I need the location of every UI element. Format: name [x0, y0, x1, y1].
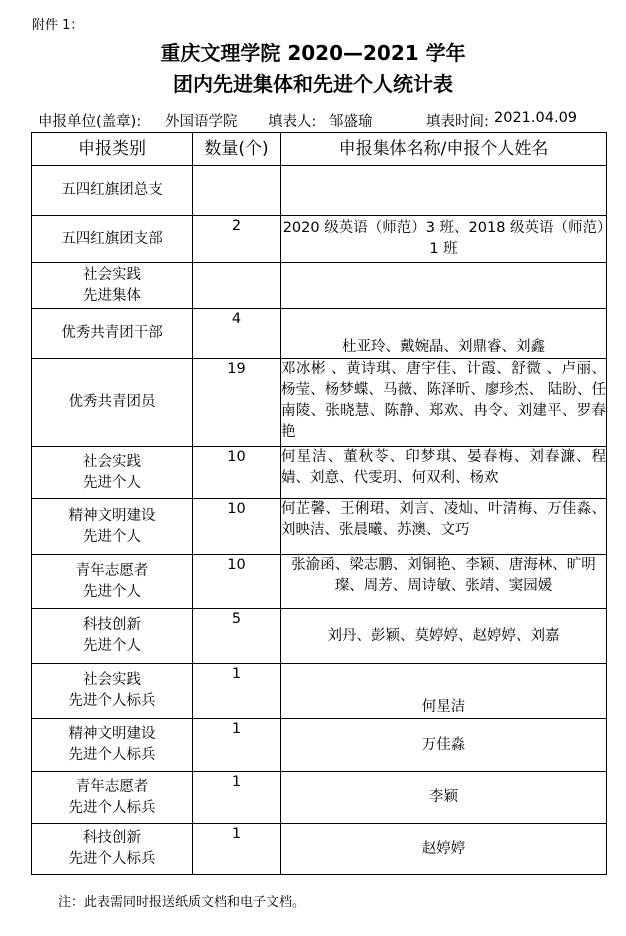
count-cell: 5	[193, 609, 281, 664]
category-line2: 先进个人标兵	[68, 747, 156, 763]
category-cell	[32, 555, 193, 609]
category-line1: 社会实践	[83, 453, 141, 470]
category-text: 五四红旗团总支	[61, 182, 163, 198]
category-cell	[32, 824, 193, 875]
document-title: 重庆文理学院 2020—2021 学年	[160, 41, 466, 65]
category-line1: 精神文明建设	[68, 726, 156, 742]
category-cell	[32, 359, 193, 447]
category-line1: 社会实践	[83, 672, 141, 688]
category-line2: 先进个人标兵	[68, 851, 156, 867]
header-count: 数量(个)	[193, 133, 281, 166]
names-cell: 张渝函、梁志鹏、刘铜艳、李颖、唐海林、旷明璨、周芳、周诗敏、张靖、窦园媛	[281, 555, 607, 609]
category-line1: 社会实践	[83, 266, 141, 283]
names-cell: 杜亚玲、戴婉晶、刘鼎睿、刘鑫	[281, 309, 607, 359]
footnote: 注：此表需同时报送纸质文档和电子文档。	[58, 895, 306, 910]
header-names: 申报集体名称/申报个人姓名	[281, 133, 607, 166]
header-category: 申报类别	[32, 133, 193, 166]
names-cell: 刘丹、彭颖、莫婷婷、赵婷婷、刘嘉	[281, 609, 607, 664]
table-header-row	[32, 133, 607, 166]
table-row	[32, 447, 607, 499]
unit-value: 外国语学院	[165, 114, 238, 130]
count-cell: 1	[193, 719, 281, 772]
category-line2: 先进个人标兵	[68, 693, 156, 709]
filler-value: 邹盛瑜	[329, 114, 373, 130]
table-row	[32, 555, 607, 609]
count-cell: 1	[193, 664, 281, 719]
count-cell: 19	[193, 359, 281, 447]
table-row	[32, 609, 607, 664]
statistics-table	[31, 132, 607, 875]
category-line1: 青年志愿者	[75, 778, 149, 795]
category-line2: 先进个人	[83, 474, 141, 491]
category-text: 优秀共青团干部	[61, 325, 163, 341]
table-row	[32, 263, 607, 309]
document-subtitle: 团内先进集体和先进个人统计表	[173, 72, 453, 96]
category-line2: 先进个人	[83, 528, 141, 545]
names-cell: 赵婷婷	[281, 824, 607, 875]
names-cell: 何芷馨、王俐珺、刘言、凌灿、叶清梅、万佳淼、刘映洁、张晨曦、苏澳、文巧	[281, 499, 607, 555]
unit-label: 申报单位(盖章):	[38, 114, 142, 130]
table-row	[32, 166, 607, 216]
names-cell: 邓冰彬 、黄诗琪、唐宇佳、计霞、舒微 、卢丽、杨莹、杨梦蝶、马薇、陈泽昕、廖珍杰、 陆盼、任南陵、张晓慧、陈静、郑欢、冉令、刘建平、罗春艳	[281, 359, 607, 447]
count-cell: 10	[193, 555, 281, 609]
category-cell	[32, 499, 193, 555]
category-line2: 先进个人	[83, 583, 141, 600]
category-line2: 先进个人标兵	[68, 799, 156, 816]
count-cell	[193, 263, 281, 309]
date-value: 2021.04.09	[494, 110, 578, 126]
category-cell	[32, 609, 193, 664]
category-line2: 先进集体	[83, 287, 141, 304]
table-row	[32, 216, 607, 263]
names-cell: 何星洁	[281, 664, 607, 719]
names-cell: 2020 级英语（师范）3 班、2018 级英语（师范）1 班	[281, 216, 607, 263]
category-cell	[32, 664, 193, 719]
table-row	[32, 499, 607, 555]
count-cell: 10	[193, 499, 281, 555]
category-cell	[32, 447, 193, 499]
table-row	[32, 719, 607, 772]
count-cell: 1	[193, 772, 281, 824]
category-line1: 科技创新	[83, 617, 141, 633]
category-cell	[32, 166, 193, 216]
category-line1: 青年志愿者	[75, 562, 149, 579]
category-cell	[32, 263, 193, 309]
table-row	[32, 359, 607, 447]
count-cell: 10	[193, 447, 281, 499]
names-cell: 何星洁、董秋苓、印梦琪、晏春梅、刘春濂、程婧、刘意、代雯玥、何双利、杨欢	[281, 447, 607, 499]
names-cell	[281, 166, 607, 216]
category-line1: 科技创新	[83, 830, 141, 846]
table-row	[32, 772, 607, 824]
names-cell	[281, 263, 607, 309]
count-cell	[193, 166, 281, 216]
category-text: 五四红旗团支部	[61, 230, 163, 247]
category-cell	[32, 772, 193, 824]
count-cell: 4	[193, 309, 281, 359]
table-row	[32, 824, 607, 875]
filler-label: 填表人:	[268, 114, 317, 130]
category-text: 优秀共青团员	[68, 394, 156, 410]
attachment-label: 附件 1：	[32, 18, 84, 33]
category-cell	[32, 216, 193, 263]
category-line2: 先进个人	[83, 638, 141, 654]
category-cell	[32, 309, 193, 359]
date-label: 填表时间:	[426, 114, 489, 130]
category-cell	[32, 719, 193, 772]
category-line1: 精神文明建设	[68, 507, 156, 524]
count-cell: 1	[193, 824, 281, 875]
table-row	[32, 664, 607, 719]
count-cell: 2	[193, 216, 281, 263]
table-row	[32, 309, 607, 359]
names-cell: 万佳淼	[281, 719, 607, 772]
names-cell: 李颖	[281, 772, 607, 824]
